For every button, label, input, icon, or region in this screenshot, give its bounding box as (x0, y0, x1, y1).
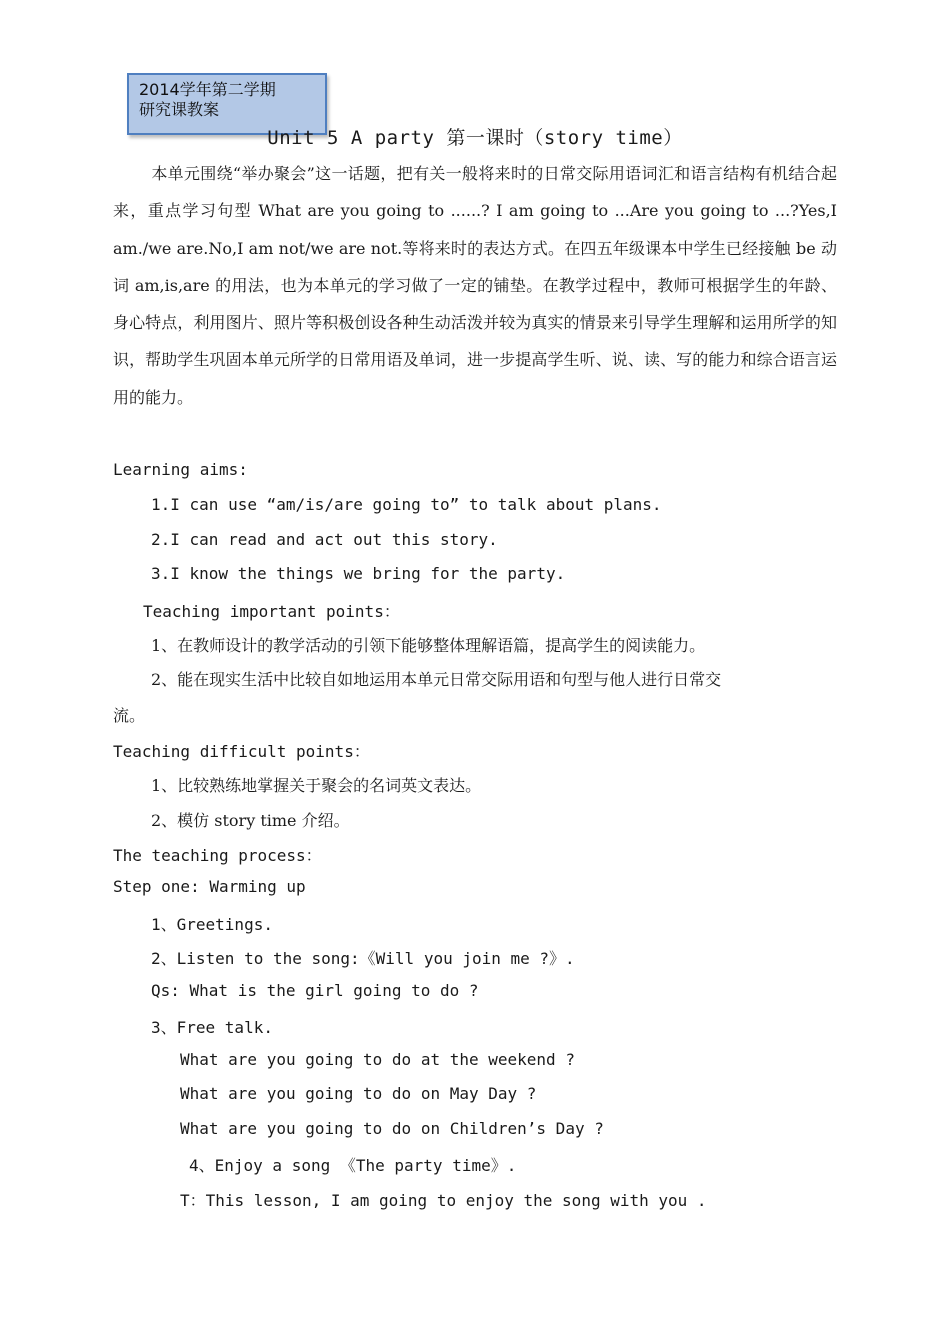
important-point-1: 1、在教师设计的教学活动的引领下能够整体理解语篇，提高学生的阅读能力。 (151, 636, 706, 655)
enjoy-song-item: 4、Enjoy a song 《The party time》. (189, 1156, 517, 1175)
learning-aim-2: 2.I can read and act out this story. (151, 530, 498, 549)
teacher-line: T：This lesson, I am going to enjoy the song with you . (180, 1191, 707, 1210)
intro-text: 本单元围绕“举办聚会”这一话题，把有关一般将来时的日常交际用语词汇和语言结构有机结合起来，重点学习句型 What are you going to ......? I am going to ...Are you going to ...?Yes,I am./we are.No,I am not/we are not.等将来时的表达方式。在四五年级课本中学生已经接触 be 动词 am,is,are 的用法，也为本单元的学习做了一定的铺垫。在教学过程中，教师可根据学生的年龄、身心特点，利用图片、照片等积极创设各种生动活泼并较为真实的情景来引导学生理解和运用所学的知识，帮助学生巩固本单元所学的日常用语及单词，进一步提高学生听、说、读、写的能力和综合语言运用的能力。 (113, 164, 837, 407)
greetings-item: 1、Greetings. (151, 915, 273, 934)
tag-term: 2014学年第二学期 (139, 80, 276, 99)
difficult-point-2: 2、模仿 story time 介绍。 (151, 811, 350, 830)
listen-item: 2、Listen to the song:《Will you join me ?》. (151, 949, 575, 968)
intro-paragraph (113, 155, 837, 416)
process-heading: The teaching process： (113, 846, 322, 865)
important-point-2: 2、能在现实生活中比较自如地运用本单元日常交际用语和句型与他人进行日常交 (151, 670, 722, 689)
qs-item: Qs: What is the girl going to do ? (151, 981, 479, 1000)
important-point-2-cont: 流。 (113, 706, 146, 725)
important-points-heading: Teaching important points： (143, 602, 400, 621)
learning-aim-1: 1.I can use “am/is/are going to” to talk about plans. (151, 495, 662, 514)
learning-aims-heading: Learning aims: (113, 460, 248, 479)
free-talk-question-3: What are you going to do on Children’s Day ? (180, 1119, 604, 1138)
step-one: Step one: Warming up (113, 877, 306, 896)
difficult-point-1: 1、比较熟练地掌握关于聚会的名词英文表达。 (151, 776, 482, 795)
free-talk-item: 3、Free talk. (151, 1018, 273, 1037)
page-title: Unit 5 A party 第一课时（story time） (267, 127, 683, 149)
free-talk-question-2: What are you going to do on May Day ? (180, 1084, 537, 1103)
free-talk-question-1: What are you going to do at the weekend ? (180, 1050, 575, 1069)
difficult-points-heading: Teaching difficult points： (113, 742, 370, 761)
tag-type: 研究课教案 (139, 100, 220, 119)
learning-aim-3: 3.I know the things we bring for the party. (151, 564, 566, 583)
